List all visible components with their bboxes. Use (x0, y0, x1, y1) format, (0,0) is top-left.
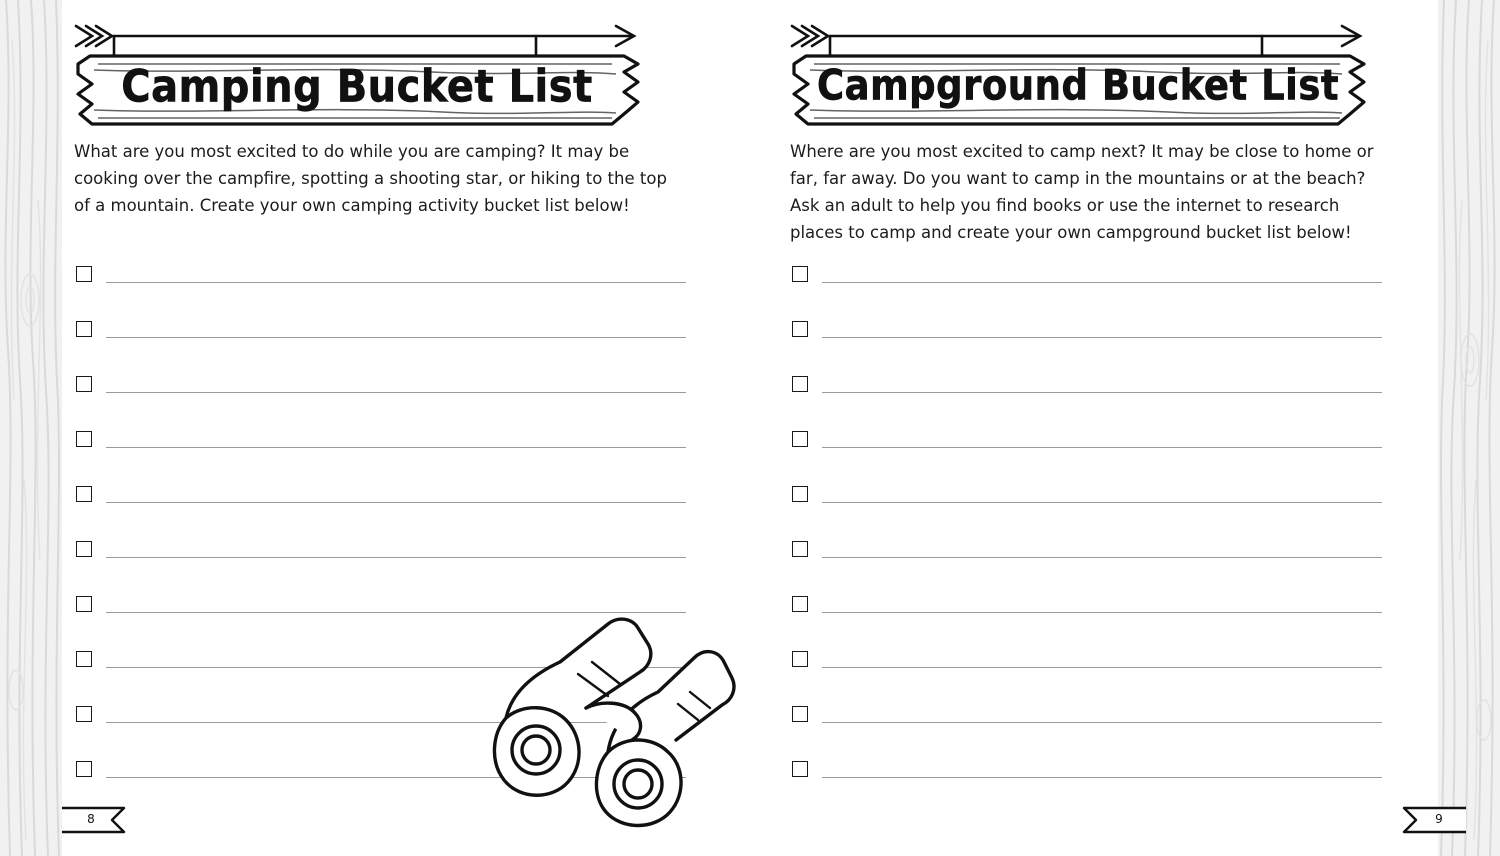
left-page (62, 0, 750, 856)
page-number: 8 (87, 812, 95, 826)
writing-line[interactable] (822, 557, 1382, 558)
checkbox-icon[interactable] (792, 596, 808, 612)
checkbox-icon[interactable] (792, 651, 808, 667)
checklist-row[interactable] (792, 692, 1382, 747)
checklist-row[interactable] (792, 582, 1382, 637)
writing-line[interactable] (106, 557, 686, 558)
checkbox-icon[interactable] (76, 486, 92, 502)
right-page-checklist (792, 252, 1382, 802)
checklist-row[interactable] (792, 307, 1382, 362)
checkbox-icon[interactable] (76, 706, 92, 722)
writing-line[interactable] (822, 722, 1382, 723)
writing-line[interactable] (822, 337, 1382, 338)
checkbox-icon[interactable] (792, 541, 808, 557)
checkbox-icon[interactable] (792, 376, 808, 392)
checklist-row[interactable] (792, 637, 1382, 692)
left-page-title: Camping Bucket List (121, 61, 593, 113)
checkbox-icon[interactable] (76, 761, 92, 777)
writing-line[interactable] (822, 777, 1382, 778)
writing-line[interactable] (822, 282, 1382, 283)
checkbox-icon[interactable] (792, 706, 808, 722)
checkbox-icon[interactable] (792, 266, 808, 282)
writing-line[interactable] (822, 447, 1382, 448)
checklist-row[interactable] (76, 307, 686, 362)
checkbox-icon[interactable] (76, 266, 92, 282)
wood-grain-left (0, 0, 62, 856)
checklist-row[interactable] (792, 417, 1382, 472)
checklist-row[interactable] (792, 362, 1382, 417)
left-page-intro: What are you most excited to do while you are camping? It may be cooking over the campfire, spotting a shooting star, or hiking to the top of a mountain. Create your own camping activity bucket list below! (74, 142, 667, 215)
binoculars-icon (482, 600, 742, 830)
checkbox-icon[interactable] (76, 541, 92, 557)
checklist-row[interactable] (792, 747, 1382, 802)
writing-line[interactable] (106, 502, 686, 503)
writing-line[interactable] (106, 392, 686, 393)
checkbox-icon[interactable] (76, 376, 92, 392)
page-number-tab-right (1392, 806, 1466, 834)
checklist-row[interactable] (76, 362, 686, 417)
writing-line[interactable] (822, 392, 1382, 393)
checkbox-icon[interactable] (76, 651, 92, 667)
right-page (778, 0, 1466, 856)
writing-line[interactable] (822, 612, 1382, 613)
page-number-tab-left (62, 806, 136, 834)
checklist-row[interactable] (76, 417, 686, 472)
right-page-title: Campground Bucket List (816, 61, 1340, 110)
checkbox-icon[interactable] (76, 321, 92, 337)
checklist-row[interactable] (76, 527, 686, 582)
left-page-title-banner (72, 18, 642, 128)
writing-line[interactable] (822, 667, 1382, 668)
checkbox-icon[interactable] (792, 761, 808, 777)
checkbox-icon[interactable] (792, 486, 808, 502)
checklist-row[interactable] (792, 472, 1382, 527)
page-number: 9 (1435, 812, 1443, 826)
writing-line[interactable] (106, 282, 686, 283)
right-page-intro: Where are you most excited to camp next? It may be close to home or far, far away. Do you want to camp in the mountains or at the beach? Ask an adult to help you find books or use the internet to research places to camp and create your own campground bucket list below! (790, 142, 1374, 242)
checkbox-icon[interactable] (792, 431, 808, 447)
checklist-row[interactable] (792, 252, 1382, 307)
right-page-title-banner (788, 18, 1368, 128)
checkbox-icon[interactable] (792, 321, 808, 337)
checkbox-icon[interactable] (76, 596, 92, 612)
checkbox-icon[interactable] (76, 431, 92, 447)
writing-line[interactable] (106, 447, 686, 448)
checklist-row[interactable] (76, 472, 686, 527)
writing-line[interactable] (822, 502, 1382, 503)
checklist-row[interactable] (76, 252, 686, 307)
writing-line[interactable] (106, 337, 686, 338)
checklist-row[interactable] (792, 527, 1382, 582)
